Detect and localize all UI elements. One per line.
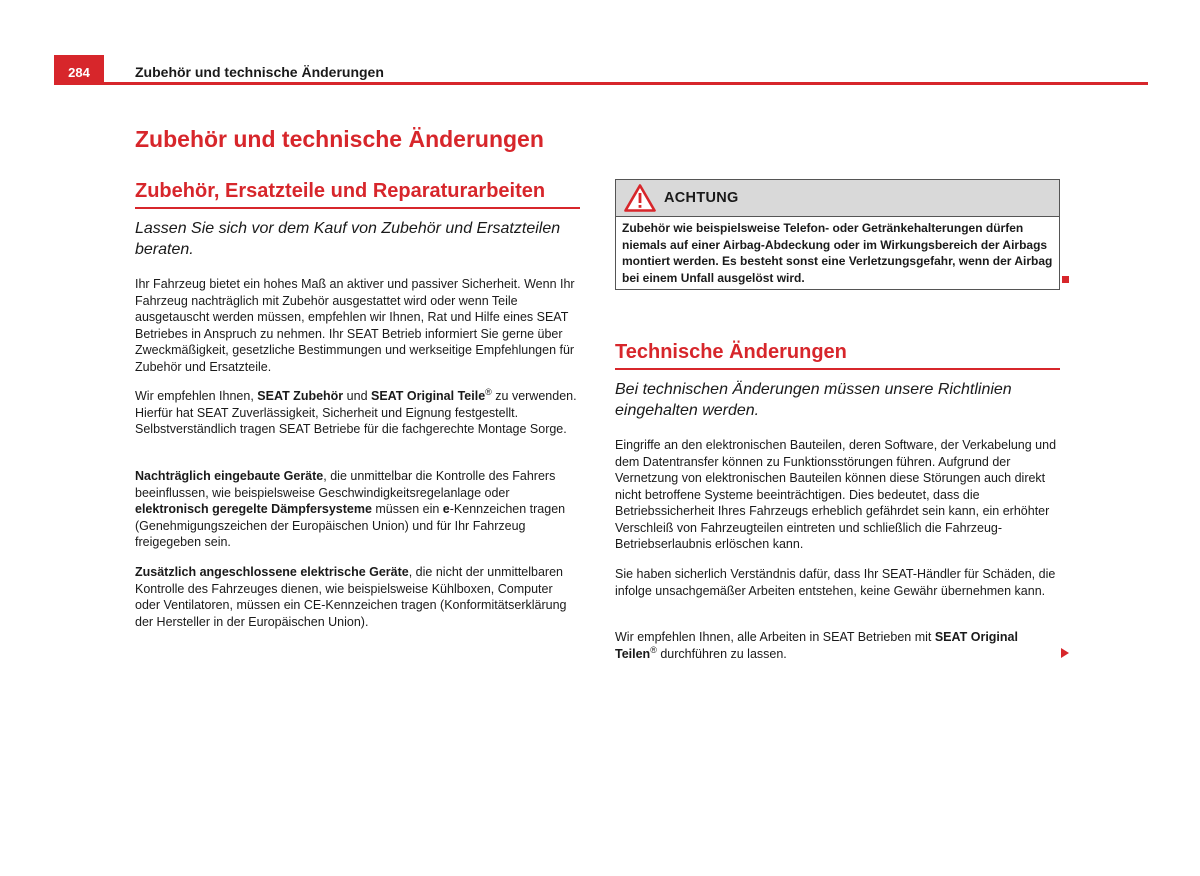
main-title: Zubehör und technische Änderungen xyxy=(135,126,544,152)
warning-title: ACHTUNG xyxy=(664,190,739,206)
warning-box xyxy=(615,179,1060,290)
warning-text: Zubehör wie beispielsweise Telefon- oder Getränkehalterungen dürfen niemals auf einer Airbag-Abdeckung oder im Wirkungsbereich der Airbags montiert werden. Es besteht sonst eine Verletzungsgefahr, wenn der Airbag bei einem Unfall ausgelöst wird. xyxy=(622,221,1053,285)
paragraph-electronics: Eingriffe an den elektronischen Bauteilen, deren Software, der Verkabelung und dem Datentransfer können zu Funktionsstörungen führen. Aufgrund der Vernetzung von elektronischen Bauteilen können diese Störungen auch direkt nicht betroffene Systeme beeinträchtigen. Dies bedeutet, dass die Betriebssicherheit Ihres Fahrzeugs erheblich gefährdet sein kann, ein erhöhter Verschleiß von Fahrzeugteilen eintreten und schließlich die Fahrzeug-Betriebserlaubnis erlöschen kann. xyxy=(615,438,1057,551)
paragraph-electrical-devices: Zusätzlich angeschlossene elektrische Geräte, die nicht der unmittelbaren Kontrolle des Fahrzeuges dienen, wie beispielsweise Kühlboxen, Computer oder Ventilatoren, müssen ein CE-Kennzeichen tragen (Konformitätserklärung der Hersteller in der Europäischen Union). xyxy=(135,565,567,629)
warning-header xyxy=(616,180,1059,217)
running-head: Zubehör und technische Änderungen xyxy=(135,64,384,80)
page-number: 284 xyxy=(54,55,104,85)
paragraph-safety: Ihr Fahrzeug bietet ein hohes Maß an aktiver und passiver Sicherheit. Wenn Ihr Fahrzeug nachträglich mit Zubehör ausgestattet wird oder wenn Teile ausgetauscht werden müssen, empfehlen wir Ihnen, Rat und Hilfe eines SEAT Betriebes in Anspruch zu nehmen. Ihr SEAT Betrieb informiert Sie gerne über Zweckmäßigkeit, gesetzliche Bestimmungen und werkseitige Empfehlungen für Zubehör und Ersatzteile. xyxy=(135,277,575,374)
header-rule xyxy=(54,82,1148,85)
section-title-accessories: Zubehör, Ersatzteile und Reparaturarbeiten xyxy=(135,180,580,209)
paragraph-original-parts: Wir empfehlen Ihnen, alle Arbeiten in SEAT Betrieben mit SEAT Original Teilen® durchführen zu lassen. xyxy=(615,630,1018,661)
continue-arrow-icon xyxy=(1061,648,1069,658)
paragraph-warranty: Sie haben sicherlich Verständnis dafür, dass Ihr SEAT-Händler für Schäden, die infolge unsachgemäßer Arbeiten entstehen, keine Gewähr übernehmen kann. xyxy=(615,567,1056,598)
paragraph-installed-devices: Nachträglich eingebaute Geräte, die unmittelbar die Kontrolle des Fahrers beeinflussen, wie beispielsweise Geschwindigkeitsregelanlage oder elektronisch geregelte Dämpfersysteme müssen ein e-Kennzeichen tragen (Genehmigungszeichen der Europäischen Union) und für Ihr Fahrzeug freigegeben sein. xyxy=(135,469,566,549)
section-end-marker xyxy=(1062,276,1069,283)
section-lead-technical-changes: Bei technischen Änderungen müssen unsere Richtlinien eingehalten werden. xyxy=(615,381,1012,419)
warning-triangle-icon xyxy=(624,184,656,212)
section-title-technical-changes: Technische Änderungen xyxy=(615,341,1060,370)
section-lead-accessories: Lassen Sie sich vor dem Kauf von Zubehör und Ersatzteilen beraten. xyxy=(135,220,561,258)
paragraph-recommendation: Wir empfehlen Ihnen, SEAT Zubehör und SEAT Original Teile® zu verwenden. Hierfür hat SEAT Zuverlässigkeit, Sicherheit und Eignung festgestellt. Selbstverständlich tragen SEAT Betriebe für die fachgerechte Montage Sorge. xyxy=(135,386,577,436)
